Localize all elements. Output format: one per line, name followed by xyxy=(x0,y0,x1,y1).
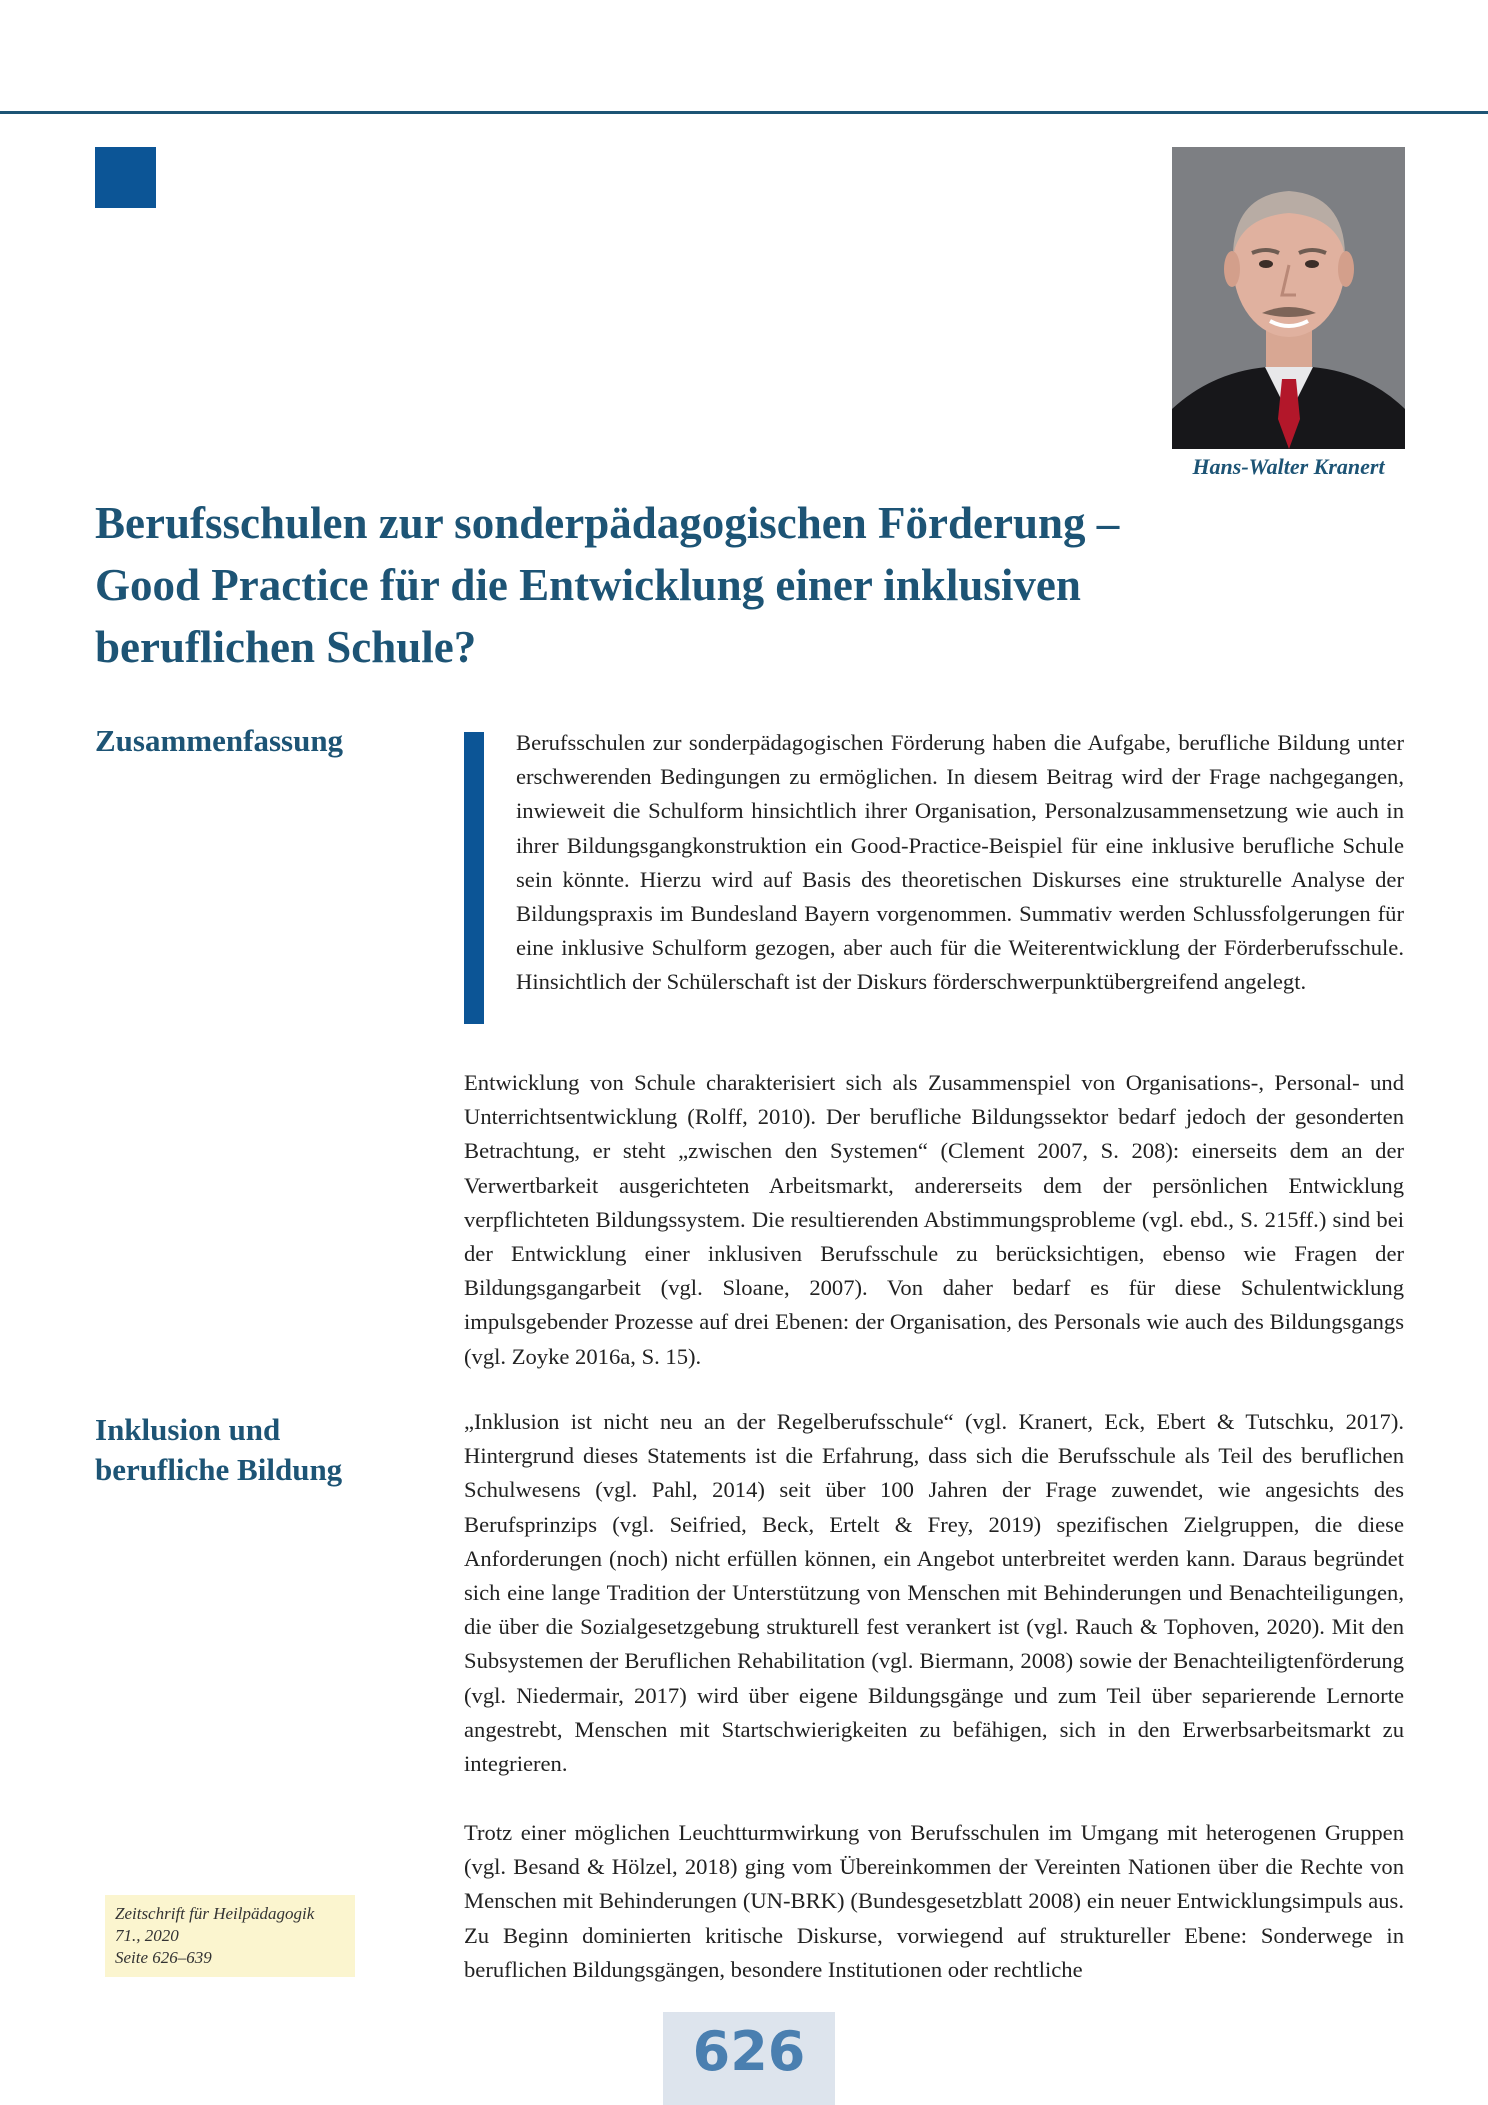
top-rule xyxy=(0,111,1488,114)
journal-info-box xyxy=(105,1895,355,1977)
section-heading-line2: berufliche Bildung xyxy=(95,1452,343,1487)
section-paragraph-1: „Inklusion ist nicht neu an der Regelberufsschule“ (vgl. Kranert, Eck, Ebert & Tutschku, 2017). Hintergrund dieses Statements ist die Erfahrung, dass sich die Berufsschule als Teil des beruflichen Schulwesens (vgl. Pahl, 2014) seit über 100 Jahren der Frage zuwendet, wie angesichts des Berufsprinzips (vgl. Seifried, Beck, Ertelt & Frey, 2019) spezifischen Zielgruppen, die diese Anforderungen (noch) nicht erfüllen können, ein Angebot unterbreitet werden kann. Daraus begründet sich eine lange Tradition der Unterstützung von Menschen mit Behinderungen und Benachteiligungen, die über die Sozialgesetzgebung strukturell fest verankert ist (vgl. Rauch & Tophoven, 2020). Mit den Subsystemen der Beruflichen Rehabilitation (vgl. Biermann, 2008) sowie der Benachteiligtenförderung (vgl. Niedermair, 2017) wird über eigene Bildungsgänge und zum Teil über separierende Lernorte angestrebt, Menschen mit Startschwierigkeiten zu befähigen, sich in den Erwerbsarbeitsmarkt zu integrieren. xyxy=(464,1409,1404,1777)
author-photo xyxy=(1172,147,1405,449)
journal-name: Zeitschrift für Heilpädagogik xyxy=(115,1904,315,1923)
section-paragraph-2: Trotz einer möglichen Leuchtturmwirkung von Berufsschulen im Umgang mit heterogenen Gruppen (vgl. Besand & Hölzel, 2018) ging vom Übereinkommen der Vereinten Nationen über die Rechte von Menschen mit Behinderungen (UN-BRK) (Bundesgesetzblatt 2008) ein neuer Entwicklungsimpuls aus. Zu Beginn dominierten kritische Diskurse, vorwiegend auf struktureller Ebene: Sonderwege in beruflichen Bildungsgängen, besondere Institutionen oder rechtliche xyxy=(464,1820,1404,1982)
page-number: 626 xyxy=(692,2020,806,2083)
article-title: Berufsschulen zur sonderpädagogischen Förderung – Good Practice für die Entwicklung einer inklusiven beruflichen Schule? xyxy=(95,498,1120,672)
journal-volume: 71., 2020 xyxy=(115,1926,179,1945)
page-number-box xyxy=(663,2012,835,2105)
section-heading xyxy=(95,1410,395,1490)
section-heading-line1: Inklusion und xyxy=(95,1412,281,1447)
summary-heading: Zusammenfassung xyxy=(95,723,344,758)
intro-paragraph: Entwicklung von Schule charakterisiert sich als Zusammenspiel von Organisations-, Personal- und Unterrichtsentwicklung (Rolff, 2010). Der berufliche Bildungssektor bedarf jedoch der gesonderten Betrachtung, er steht „zwischen den Systemen“ (Clement 2007, S. 208): einerseits dem an der Verwertbarkeit ausgerichteten Arbeitsmarkt, andererseits dem der persönlichen Entwicklung verpflichteten Bildungssystem. Die resultierenden Abstimmungsprobleme (vgl. ebd., S. 215ff.) sind bei der Entwicklung einer inklusiven Berufsschule zu berücksichtigen, ebenso wie Fragen der Bildungsgangarbeit (vgl. Sloane, 2007). Von daher bedarf es für diese Schulentwicklung impulsgebender Prozesse auf drei Ebenen: der Organisation, des Personals wie auch des Bildungsgangs (vgl. Zoyke 2016a, S. 15). xyxy=(464,1070,1404,1369)
abstract-bar xyxy=(464,732,484,1024)
section-marker xyxy=(95,147,156,208)
journal-pages: Seite 626–639 xyxy=(115,1948,212,1967)
author-name: Hans-Walter Kranert xyxy=(1192,454,1385,479)
summary-text: Berufsschulen zur sonderpädagogischen Förderung haben die Aufgabe, berufliche Bildung unter erschwerenden Bedingungen zu ermöglichen. In diesem Beitrag wird der Frage nachgegangen, inwieweit die Schulform hinsichtlich ihrer Organisation, Personalzusammensetzung wie auch in ihrer Bildungsgangkonstruktion ein Good-Practice-Beispiel für eine inklusive berufliche Schule sein könnte. Hierzu wird auf Basis des theoretischen Diskurses eine strukturelle Analyse der Bildungspraxis im Bundesland Bayern vorgenommen. Summativ werden Schlussfolgerungen für eine inklusive Schulform gezogen, aber auch für die Weiterentwicklung der Förderberufsschule. Hinsichtlich der Schülerschaft ist der Diskurs förderschwerpunktübergreifend angelegt. xyxy=(516,730,1404,995)
